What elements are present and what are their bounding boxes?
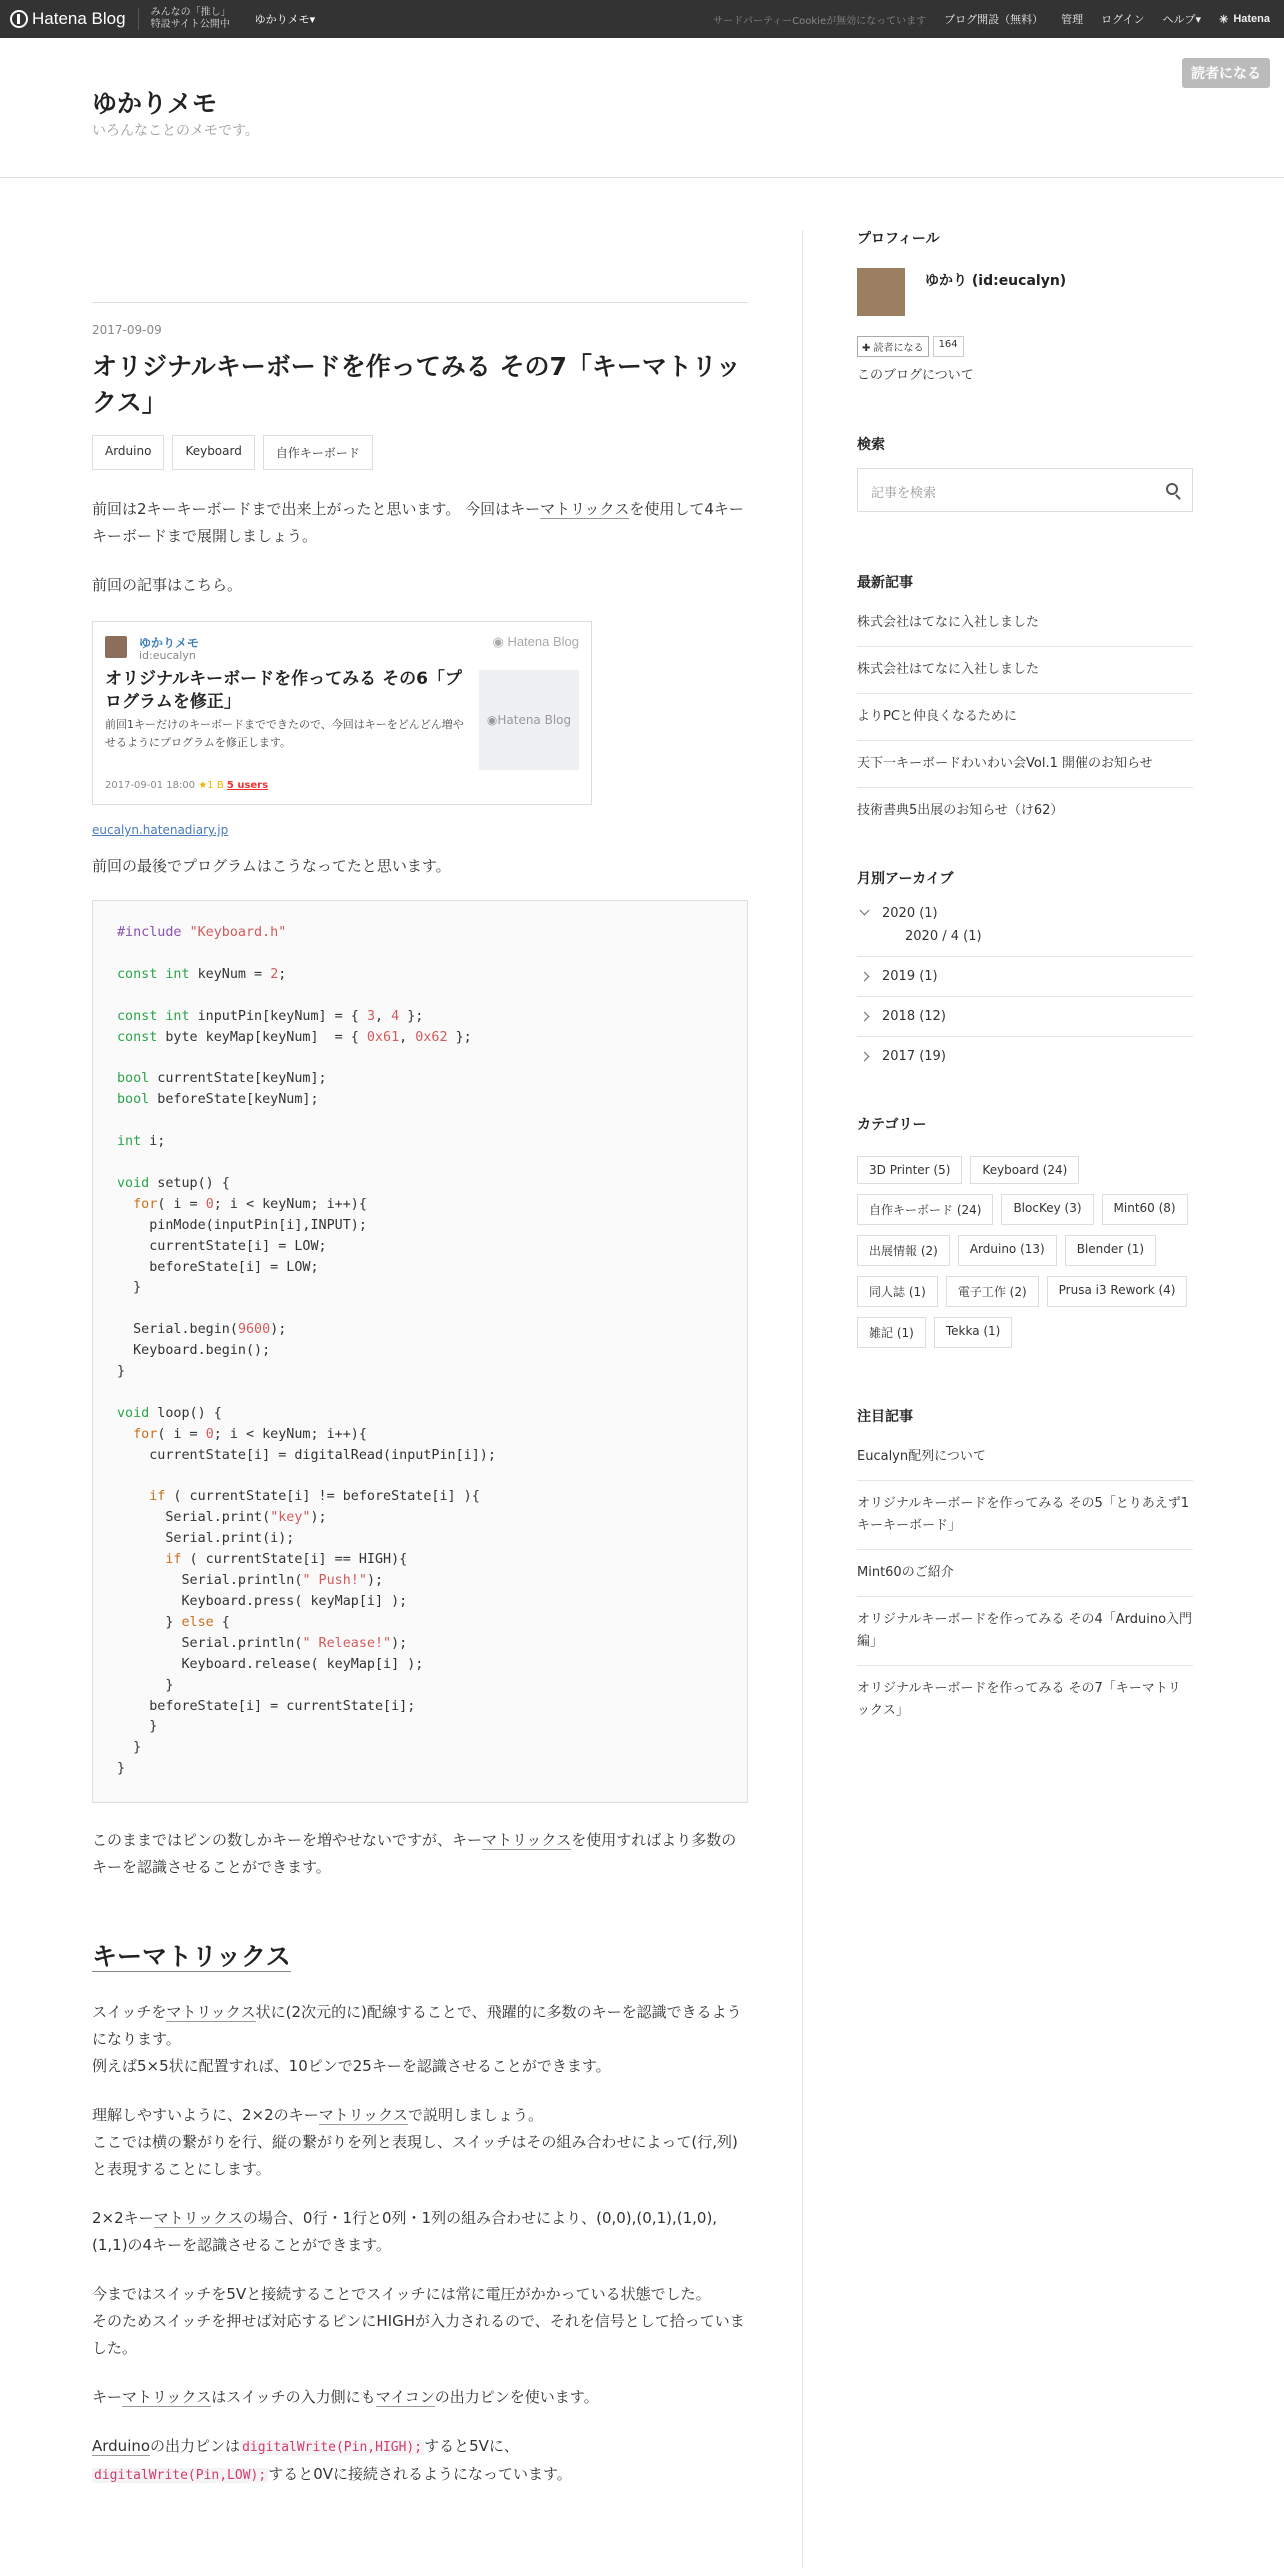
start-blog-link[interactable]: ブログ開設（無料）	[944, 13, 1044, 26]
category-chip[interactable]: Tekka (1)	[934, 1317, 1013, 1348]
global-header	[0, 0, 1284, 38]
hatena-star-icon: ✳	[1219, 13, 1229, 26]
entry-top-rule	[92, 302, 748, 303]
profile-avatar[interactable]	[857, 268, 905, 316]
search-icon[interactable]	[1166, 483, 1178, 495]
keyword-link[interactable]: マイコン	[375, 2388, 435, 2407]
about-link[interactable]: このブログについて	[857, 368, 974, 383]
recent-entry[interactable]: よりPCと仲良くなるために	[857, 694, 1193, 741]
keyword-link[interactable]: マトリックス	[142, 1942, 291, 1972]
blog-menu[interactable]: ゆかりメモ▾	[254, 13, 316, 26]
admin-link[interactable]: 管理	[1061, 13, 1084, 26]
blog-header	[0, 38, 1284, 178]
category-chip[interactable]: BlocKey (3)	[1001, 1194, 1093, 1225]
paragraph: 2×2キーマトリックスの場合、0行・1行と0列・1列の組み合わせにより、(0,0),(0,1),(1,0),(1,1)の4キーを認識させることができます。	[92, 2209, 718, 2255]
embed-author[interactable]: ゆかりメモ	[139, 636, 200, 650]
inline-code: digitalWrite(Pin,LOW);	[94, 2468, 267, 2484]
paragraph: 今まではスイッチを5Vと接続することでスイッチには常に電圧がかかっている状態でした。 そのためスイッチを押せば対応するピンにHIGHが入力されるので、それを信号として拾っていました。	[92, 2285, 745, 2358]
paragraph: Arduinoの出力ピンは digitalWrite(Pin,HIGH); すると5Vに、 digitalWrite(Pin,LOW); すると0Vに接続されるようになっています。	[92, 2437, 572, 2484]
paragraph: 前回の記事はこちら。	[92, 576, 243, 594]
embed-thumbnail: ◉ Hatena Blog	[479, 670, 579, 770]
paragraph: 理解しやすいように、2×2のキーマトリックスで説明しましょう。 ここでは横の繋がりを行、縦の繋がりを列と表現し、スイッチはその組み合わせによって(行,列)と表現することにします。	[92, 2106, 738, 2179]
embed-user-id: id:eucalyn	[139, 649, 196, 662]
archive-year-2018[interactable]: 2018 (12)	[857, 997, 1193, 1037]
entry-title[interactable]: オリジナルキーボードを作ってみる その7「キーマトリックス」	[92, 352, 741, 417]
category-chip[interactable]: Arduino (13)	[958, 1235, 1057, 1266]
keyword-link[interactable]: マトリックス	[122, 2388, 212, 2407]
category-chip[interactable]: Prusa i3 Rework (4)	[1047, 1276, 1188, 1307]
divider	[138, 8, 139, 30]
recent-entry[interactable]: 技術書典5出展のお知らせ（け62）	[857, 803, 1064, 818]
featured-entry[interactable]: Mint60のご紹介	[857, 1550, 1193, 1597]
help-menu[interactable]: ヘルプ▾	[1162, 13, 1202, 26]
chevron-right-icon[interactable]	[860, 1052, 870, 1062]
archive-year-2020[interactable]: 2020 (1) 2020 / 4 (1)	[857, 894, 1193, 957]
search-heading: 検索	[857, 437, 885, 453]
featured-module	[857, 1406, 1193, 1734]
keyword-link[interactable]: マトリックス	[153, 2209, 243, 2228]
featured-heading: 注目記事	[857, 1409, 913, 1425]
category-chip[interactable]: 雑記 (1)	[857, 1317, 926, 1348]
recent-entry[interactable]: 株式会社はてなに入社しました	[857, 600, 1193, 647]
column-divider	[802, 230, 803, 2568]
chevron-down-icon[interactable]	[860, 906, 870, 916]
category-tag[interactable]: Arduino	[92, 435, 164, 470]
entry	[92, 178, 748, 2489]
author-avatar	[105, 636, 127, 658]
archive-month[interactable]: 2020 / 4 (1)	[905, 929, 982, 944]
category-chip[interactable]: Blender (1)	[1065, 1235, 1156, 1266]
category-chip[interactable]: 3D Printer (5)	[857, 1156, 962, 1184]
recent-heading: 最新記事	[857, 575, 913, 591]
featured-entry[interactable]: オリジナルキーボードを作ってみる その5「とりあえず1キーキーボード」	[857, 1481, 1193, 1550]
keyword-link[interactable]: マトリックス	[540, 500, 630, 518]
category-tag[interactable]: Keyboard	[172, 435, 254, 470]
hatena-blog-logo[interactable]: Hatena Blog	[0, 9, 126, 29]
cookie-notice: サードパーティーCookieが無効になっています	[713, 15, 927, 27]
profile-name[interactable]: ゆかり (id:eucalyn)	[925, 273, 1067, 289]
featured-entry[interactable]: オリジナルキーボードを作ってみる その7「キーマトリックス」	[857, 1681, 1181, 1718]
search-module	[857, 408, 1193, 538]
embed-title[interactable]: オリジナルキーボードを作ってみる その6「プログラムを修正」	[105, 669, 462, 712]
category-chip[interactable]: Mint60 (8)	[1102, 1194, 1188, 1225]
search-input[interactable]: 記事を検索	[857, 468, 1193, 512]
category-tag[interactable]: 自作キーボード	[263, 435, 373, 470]
archive-heading: 月別アーカイブ	[857, 871, 954, 887]
paragraph: 前回の最後でプログラムはこうなってたと思います。	[92, 857, 451, 875]
paragraph: 前回は2キーキーボードまで出来上がったと思います。 今回はキーマトリックスを使用して4キーキーボードまで展開しましょう。	[92, 500, 744, 545]
recent-entry[interactable]: 株式会社はてなに入社しました	[857, 647, 1193, 694]
inline-code: digitalWrite(Pin,HIGH);	[242, 2440, 423, 2456]
category-chip[interactable]: 出展情報 (2)	[857, 1235, 950, 1266]
subscribe-button[interactable]: 読者になる	[1182, 58, 1270, 88]
category-chip[interactable]: 自作キーボード (24)	[857, 1194, 993, 1225]
recent-entry[interactable]: 天下一キーボードわいわい会Vol.1 開催のお知らせ	[857, 741, 1193, 788]
follower-count: 164	[933, 336, 964, 357]
entry-date[interactable]: 2017-09-09	[92, 323, 162, 337]
embed-meta: 2017-09-01 18:00 ★1 B 5 users	[105, 780, 269, 791]
blog-title[interactable]: ゆかりメモ	[92, 89, 218, 118]
section-heading: キーマトリックス	[92, 1942, 291, 1972]
category-chip[interactable]: Keyboard (24)	[970, 1156, 1079, 1184]
profile-heading: プロフィール	[857, 231, 940, 247]
paragraph: スイッチをマトリックス状に(2次元的に)配線することで、飛躍的に多数のキーを認識できるようになります。 例えば5×5状に配置すれば、10ピンで25キーを認識させることができます。	[92, 2003, 742, 2076]
blog-card-embed[interactable]	[92, 621, 592, 805]
category-chip[interactable]: 電子工作 (2)	[946, 1276, 1039, 1307]
archive-year-2019[interactable]: 2019 (1)	[857, 957, 1193, 997]
hatena-brand-link[interactable]: ✳ Hatena	[1219, 13, 1270, 26]
keyword-link[interactable]: Arduino	[92, 2437, 151, 2456]
follow-button[interactable]: ✚ 読者になる	[857, 336, 929, 357]
paragraph: キーマトリックスはスイッチの入力側にもマイコンの出力ピンを使います。	[92, 2388, 599, 2407]
code-block: #include "Keyboard.h" const int keyNum = 2; const int inputPin[keyNum] = { 3, 4 }; const byte keyMap[keyNum] = { 0x61, 0x62 }; bool currentState[keyNum]; bool beforeState[keyNum]; int i; void setup() { for( i = 0; i < keyNum; i++){ pinMode(inputPin[i],INPUT); currentState[i] = LOW; beforeState[i] = LOW; } Serial.begin(9600); Keyboard.begin(); } void loop() { for( i = 0; i < keyNum; i++){ currentState[i] = digitalRead(inputPin[i]); if ( currentState[i] != beforeState[i] ){ Serial.print("key"); Serial.print(i); if ( currentState[i] == HIGH){ Serial.println(" Push!"); Keyboard.press( keyMap[i] ); } else { Serial.println(" Release!"); Keyboard.release( keyMap[i] ); } beforeState[i] = currentState[i]; } } }	[92, 900, 748, 1803]
keyword-link[interactable]: マトリックス	[318, 2106, 408, 2125]
keyword-link[interactable]: マトリックス	[166, 2003, 256, 2022]
embed-excerpt: 前回1キーだけのキーボードまでできたので、今回はキーをどんどん増やせるようにプログラムを修正します。	[105, 718, 464, 749]
bookmark-users[interactable]: 5 users	[226, 780, 269, 791]
entry-categories	[92, 435, 748, 470]
featured-entry[interactable]: Eucalyn配列について	[857, 1434, 1193, 1481]
featured-entry[interactable]: オリジナルキーボードを作ってみる その4「Arduino入門編」	[857, 1597, 1193, 1666]
keyword-link[interactable]: マトリックス	[482, 1831, 572, 1850]
profile-module	[857, 178, 1193, 408]
hatena-blog-mark: ◉ Hatena Blog	[492, 634, 579, 649]
follow-widget	[857, 336, 964, 357]
chevron-right-icon[interactable]	[860, 972, 870, 982]
archive-module	[857, 868, 1193, 1076]
paragraph: このままではピンの数しかキーを増やせないですが、キーマトリックスを使用すればより多数のキーを認識させることができます。	[92, 1831, 737, 1877]
sidebar	[857, 178, 1193, 1734]
category-chip[interactable]: 同人誌 (1)	[857, 1276, 938, 1307]
login-link[interactable]: ログイン	[1101, 13, 1145, 26]
hatena-logo-icon	[10, 10, 28, 28]
category-module	[857, 1114, 1193, 1348]
recent-module	[857, 572, 1193, 834]
blog-description: いろんなことのメモです。	[92, 123, 259, 139]
category-heading: カテゴリー	[857, 1117, 927, 1133]
oshi-campaign-link[interactable]: みんなの「推し」 特設サイト公開中	[150, 7, 231, 30]
embed-url[interactable]: eucalyn.hatenadiary.jp	[92, 823, 229, 837]
star-icon: ★1	[198, 780, 214, 791]
bookmark-icon: B	[216, 780, 224, 791]
chevron-right-icon[interactable]	[860, 1012, 870, 1022]
archive-year-2017[interactable]: 2017 (19)	[857, 1037, 1193, 1076]
